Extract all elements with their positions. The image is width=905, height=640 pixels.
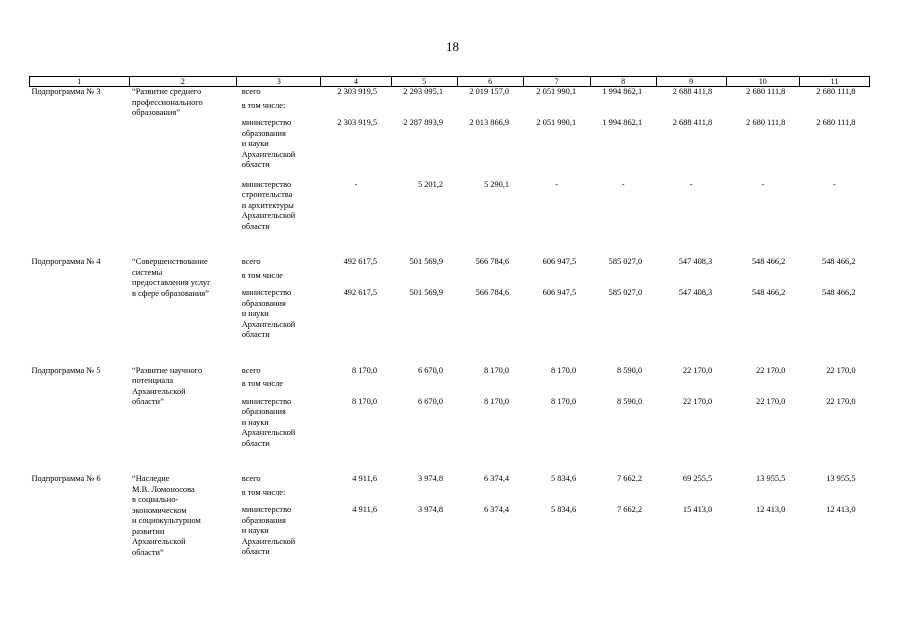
table-header xyxy=(30,77,870,87)
funding-category: в том числе: xyxy=(241,100,286,110)
program-name: “Развитие среднего профессионального образования” xyxy=(132,87,203,117)
table-row xyxy=(30,366,870,377)
value-cell: 3 974,8 xyxy=(417,505,444,514)
value-cell: - xyxy=(354,179,358,189)
program-label: Подпрограмма № 6 xyxy=(31,474,101,483)
value-cell: 6 374,4 xyxy=(483,505,510,514)
value-cell xyxy=(391,268,457,289)
value-cell xyxy=(523,268,590,289)
value-cell xyxy=(457,98,523,119)
value-cell xyxy=(391,485,457,506)
value-cell xyxy=(799,268,869,289)
header-cell: 11 xyxy=(799,77,869,87)
value-cell xyxy=(590,268,656,289)
value-cell: 5 201,2 xyxy=(417,179,444,189)
value-cell: 13 955,5 xyxy=(826,474,856,483)
value-cell xyxy=(321,485,391,506)
value-cell xyxy=(590,485,656,506)
value-cell: 2 688 411,8 xyxy=(672,87,713,96)
value-cell xyxy=(391,98,457,119)
value-cell: - xyxy=(833,179,836,189)
table-row xyxy=(30,87,870,98)
header-cell: 10 xyxy=(726,77,799,87)
value-cell xyxy=(656,98,726,119)
value-cell: 6 670,0 xyxy=(417,365,444,375)
value-cell xyxy=(523,98,590,119)
value-cell: 2 303 919,5 xyxy=(337,118,378,127)
value-cell: 3 974,8 xyxy=(417,474,444,483)
value-cell xyxy=(590,376,656,397)
value-cell: 8 590,0 xyxy=(617,396,643,406)
funding-category: министерство образования и науки Архангельской области xyxy=(241,288,296,339)
header-row xyxy=(30,77,870,87)
value-cell: 7 662,2 xyxy=(617,505,643,514)
funding-category: всего xyxy=(241,365,261,375)
value-cell xyxy=(321,268,391,289)
value-cell: 547 408,3 xyxy=(678,288,713,297)
value-cell: 8 170,0 xyxy=(551,365,577,375)
budget-table xyxy=(29,76,870,567)
table-row xyxy=(30,474,870,485)
value-cell: 13 955,5 xyxy=(756,474,786,483)
value-cell xyxy=(726,268,799,289)
value-cell: 2 293 095,1 xyxy=(403,87,444,96)
value-cell: - xyxy=(555,179,558,189)
table-body xyxy=(30,87,870,567)
value-cell: 606 947,5 xyxy=(542,288,577,297)
funding-category: всего xyxy=(241,257,261,266)
value-cell xyxy=(321,376,391,397)
value-cell xyxy=(321,98,391,119)
spacer-row xyxy=(30,458,870,474)
value-cell: 547 408,3 xyxy=(678,257,713,266)
value-cell: 566 784,6 xyxy=(475,288,510,297)
program-name: “Наследие М.В. Ломоносова в социально- экономическом и социокультурном развитии Архангельской области” xyxy=(132,474,201,557)
spacer-cell xyxy=(30,458,870,474)
funding-category: министерство образования и науки Архангельской области xyxy=(241,505,296,556)
value-cell xyxy=(457,485,523,506)
funding-category: всего xyxy=(241,87,261,96)
value-cell: 492 617,5 xyxy=(343,288,378,297)
value-cell xyxy=(656,376,726,397)
value-cell: 5 834,6 xyxy=(551,505,577,514)
funding-category: в том числе xyxy=(241,379,284,388)
value-cell: 548 466,2 xyxy=(751,257,786,266)
value-cell: 501 569,9 xyxy=(409,288,444,297)
funding-category: в том числе: xyxy=(241,487,286,497)
value-cell xyxy=(726,376,799,397)
spacer-cell xyxy=(30,350,870,366)
value-cell: 6 374,4 xyxy=(483,474,510,483)
value-cell: 606 947,5 xyxy=(542,257,577,266)
value-cell: 1 994 862,1 xyxy=(602,118,643,127)
program-label: Подпрограмма № 5 xyxy=(31,365,101,375)
value-cell: 585 027,0 xyxy=(608,257,643,266)
value-cell: 2 013 866,9 xyxy=(469,118,510,127)
spacer-row xyxy=(30,241,870,257)
value-cell: 8 170,0 xyxy=(351,396,378,406)
value-cell: 22 170,0 xyxy=(756,365,786,375)
header-cell: 4 xyxy=(321,77,391,87)
value-cell xyxy=(391,376,457,397)
value-cell: 8 170,0 xyxy=(483,365,510,375)
value-cell: 492 617,5 xyxy=(343,257,378,266)
value-cell: 5 834,6 xyxy=(551,474,577,483)
value-cell: 2 051 990,1 xyxy=(536,118,577,127)
value-cell: 2 287 893,9 xyxy=(403,118,444,127)
header-cell: 5 xyxy=(391,77,457,87)
value-cell: 2 680 111,8 xyxy=(816,87,856,96)
value-cell xyxy=(726,98,799,119)
value-cell: 585 027,0 xyxy=(608,288,643,297)
funding-category: министерство строительства и архитектуры Архангельской области xyxy=(241,179,296,231)
value-cell: 5 290,1 xyxy=(483,179,510,189)
value-cell: 8 170,0 xyxy=(551,396,577,406)
value-cell: 2 680 111,8 xyxy=(816,118,856,127)
value-cell: 2 688 411,8 xyxy=(672,118,713,127)
value-cell: 1 994 862,1 xyxy=(602,87,643,96)
value-cell xyxy=(523,485,590,506)
value-cell: 6 670,0 xyxy=(417,396,444,406)
spacer-cell xyxy=(30,241,870,257)
value-cell xyxy=(799,376,869,397)
program-name: “Развитие научного потенциала Архангельской области” xyxy=(132,365,203,406)
value-cell: 22 170,0 xyxy=(826,396,856,406)
header-cell: 6 xyxy=(457,77,523,87)
header-cell: 3 xyxy=(237,77,321,87)
header-cell: 9 xyxy=(656,77,726,87)
value-cell xyxy=(799,485,869,506)
funding-category: всего xyxy=(241,474,261,483)
value-cell: 548 466,2 xyxy=(822,257,856,266)
value-cell: 2 019 157,0 xyxy=(469,87,510,96)
value-cell: 22 170,0 xyxy=(682,396,713,406)
program-label: Подпрограмма № 3 xyxy=(31,87,101,96)
value-cell: 4 911,6 xyxy=(352,505,378,514)
value-cell: 4 911,6 xyxy=(352,474,378,483)
header-cell: 8 xyxy=(590,77,656,87)
value-cell xyxy=(656,268,726,289)
value-cell: - xyxy=(689,179,693,189)
header-cell: 7 xyxy=(523,77,590,87)
program-name: “Совершенствование системы предоставления услуг в сфере образования” xyxy=(132,257,211,298)
value-cell: 2 303 919,5 xyxy=(337,87,378,96)
value-cell: 12 413,0 xyxy=(756,505,786,514)
value-cell xyxy=(523,376,590,397)
value-cell: 8 590,0 xyxy=(617,365,643,375)
value-cell xyxy=(726,485,799,506)
funding-category: министерство образования и науки Архангельской области xyxy=(241,396,296,448)
header-cell: 1 xyxy=(30,77,130,87)
value-cell: 548 466,2 xyxy=(822,288,856,297)
value-cell xyxy=(799,98,869,119)
table-row xyxy=(30,257,870,268)
value-cell: 2 051 990,1 xyxy=(536,87,577,96)
header-cell: 2 xyxy=(129,77,237,87)
value-cell: 22 170,0 xyxy=(756,396,786,406)
value-cell: 2 680 111,8 xyxy=(746,87,786,96)
funding-category: министерство образования и науки Архангельской области xyxy=(241,118,296,169)
spacer-row xyxy=(30,350,870,366)
value-cell xyxy=(656,485,726,506)
value-cell: 501 569,9 xyxy=(409,257,444,266)
funding-category: в том числе xyxy=(241,270,284,280)
value-cell: 8 170,0 xyxy=(483,396,510,406)
value-cell: - xyxy=(761,179,765,189)
program-label: Подпрограмма № 4 xyxy=(31,257,101,266)
value-cell: 15 413,0 xyxy=(682,505,713,514)
value-cell: 566 784,6 xyxy=(475,257,510,266)
value-cell: 22 170,0 xyxy=(826,365,856,375)
value-cell: 7 662,2 xyxy=(617,474,643,483)
value-cell xyxy=(457,376,523,397)
value-cell xyxy=(457,268,523,289)
value-cell: 69 255,5 xyxy=(682,474,713,483)
value-cell: 12 413,0 xyxy=(826,505,856,514)
page-number: 18 xyxy=(446,39,459,54)
value-cell xyxy=(590,98,656,119)
value-cell: 548 466,2 xyxy=(751,288,786,297)
value-cell: - xyxy=(621,179,625,189)
value-cell: 8 170,0 xyxy=(351,365,378,375)
value-cell: 22 170,0 xyxy=(682,365,713,375)
value-cell: 2 680 111,8 xyxy=(746,118,786,127)
